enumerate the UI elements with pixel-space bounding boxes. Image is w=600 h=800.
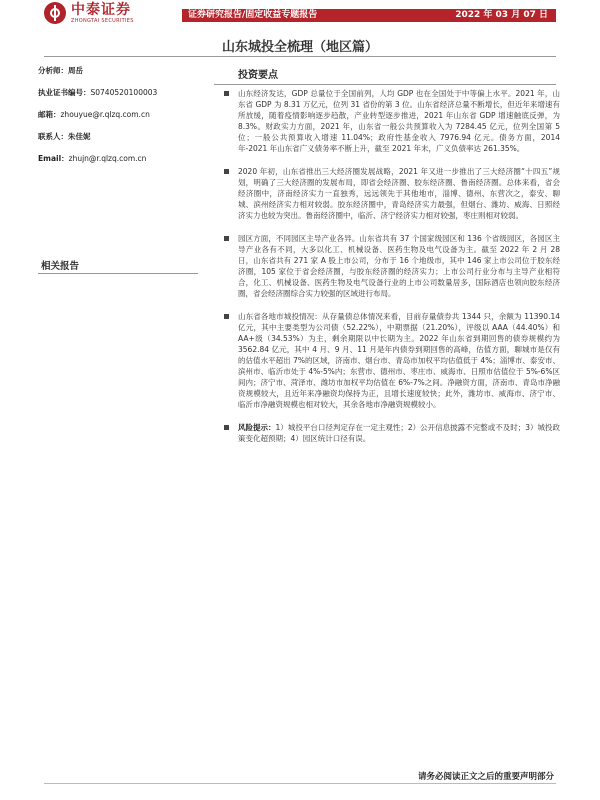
- page-header: [0, 0, 600, 26]
- key-point-paragraph: [224, 311, 560, 410]
- key-point-paragraph: [224, 166, 560, 221]
- key-points-heading: 投资要点: [238, 70, 278, 81]
- report-date: 2022 年 03 月 07 日: [455, 10, 548, 20]
- cert-row: [38, 86, 218, 100]
- key-point-paragraph: [224, 233, 560, 299]
- contact-row: [38, 130, 218, 144]
- title-divider: [44, 56, 556, 57]
- key-points-divider: [214, 84, 556, 85]
- key-point-text: 园区方面，不同园区主导产业各异。山东省共有 37 个国家级园区和 136 个省级园区，各园区主导产业各有不同，大多以化工、机械设备、医药生物及电气设备为主。截至 2022 年 2 月 28 日，山东省共有 271 家 A 股上市公司，分布于 16 个地级市，其中 146 家上市公司位于胶东经济圈，105 家位于省会经济圈，与胶东经济圈的经济实力；上市公司行业分布与主导产业相符合，化工、机械设备、医药生物及电气设备行业的上市公司数量居多，国际酒店也领向胶东经济圈，省会经济圈综合实力较强的区域进行布局。: [238, 234, 560, 298]
- risk-paragraph: [224, 422, 560, 444]
- contact-name: 朱佳妮: [68, 132, 91, 141]
- key-point-paragraph: [224, 88, 560, 154]
- square-bullet-icon: [224, 425, 229, 430]
- key-points-body: [224, 88, 560, 456]
- email-row: [38, 108, 218, 122]
- disclaimer-footer: 请务必阅读正文之后的重要声明部分: [417, 772, 554, 782]
- related-reports-divider: [38, 273, 198, 274]
- contact-email[interactable]: zhujn@r.qlzq.com.cn: [68, 154, 147, 163]
- contact-email-row: [38, 152, 218, 166]
- square-bullet-icon: [224, 314, 229, 319]
- logo-english-name: ZHONGTAI SECURITIES: [71, 17, 134, 24]
- cert-label: 执业证书编号：: [38, 88, 91, 97]
- footer-divider: [44, 783, 556, 784]
- risk-text: 1）城投平台口径判定存在一定主观性；2）公开信息披露不完整或不及时；3）城投政策变化超预期；4）园区统计口径有误。: [238, 423, 560, 443]
- analyst-label: 分析师：: [38, 66, 68, 75]
- header-bar: [182, 9, 556, 22]
- analyst-info: [38, 64, 218, 166]
- email-label: 邮箱：: [38, 110, 61, 119]
- company-logo: [44, 2, 134, 24]
- related-reports-heading: 相关报告: [41, 261, 80, 272]
- key-point-text: 2020 年初，山东省推出三大经济圈发展战略，2021 年又进一步推出了三大经济圈“十四五”规划，明确了三大经济圈的发展布局，即省会经济圈、胶东经济圈、鲁南经济圈。总体来看，省会经济圈中，济南经济实力一直独秀，远远领先于其他地市，淄博、德州、东营次之，泰安、聊城、滨州经济实力相对较弱。胶东经济圈中，青岛经济实力最强，但烟台、潍坊、威海、日照经济实力也较为突出。鲁南经济圈中，临沂、济宁经济实力相对较强，枣庄则相对较弱。: [238, 167, 560, 220]
- key-point-text: 山东省各地市城投情况：从存量债总体情况来看，目前存量债券共 1344 只，余额为 11390.14 亿元，其中主要类型为公司债（52.22%），中期票据（21.20%），评级以 AAA（44.40%）和 AA+级（34.53%）为主，剩余期限以中长期为主。2022 年山东省到期回售的债券规模约为 3562.84 亿元，其中 4 月、9 月、11 月是年内债券到期回售的高峰，估值方面，聊城市是仅有的估值水平超出 7%的区域，济南市、烟台市、青岛市加权平均估值低于 4%；淄博市、泰安市、滨州市、临沂市处于 4%-5%内；东营市、德州市、枣庄市、威海市、日照市估值位于 5%-6%区间内；济宁市、菏泽市、潍坊市加权平均估值在 6%-7%之间。净融资方面，济南市、青岛市净融资规模较大，且近年来净融资均保持为正，且增长速度较快；此外，潍坊市、威海市、济宁市、临沂市净融资规模也相对较大，其余各地市净融资规模较小。: [238, 312, 560, 409]
- analyst-email[interactable]: zhouyue@r.qlzq.com.cn: [60, 110, 150, 119]
- contact-label: 联系人：: [38, 132, 68, 141]
- square-bullet-icon: [224, 91, 229, 96]
- square-bullet-icon: [224, 236, 229, 241]
- key-point-text: 山东经济发达，GDP 总量位于全国前列，人均 GDP 也在全国处于中等偏上水平。2021 年，山东省 GDP 为 8.31 万亿元，位列 31 省份的第 3 位。山东省经济总量不断增长，但近年来增速有所放缓，随着疫情影响逐步趋散，产业转型逐步推进，2021 年山东省 GDP 增速触底反弹，为 8.3%。财政实力方面，2021 年，山东省一般公共预算收入为 7284.45 亿元，位列全国第 5 位；一般公共预算收入增速 11.04%；政府性基金收入 7976.94 亿元。债务方面，2014 年-2021 年山东省广义债务率不断上升，截至 2021 年末，广义负债率达 261.35%。: [238, 89, 560, 153]
- report-title: 山东城投全梳理（地区篇）: [221, 40, 378, 55]
- logo-icon: [44, 2, 66, 24]
- report-category: 证券研究报告/固定收益专题报告: [188, 10, 318, 20]
- key-points-header: [214, 66, 556, 84]
- cert-number: S0740520100003: [90, 88, 158, 97]
- related-reports-section: [38, 256, 198, 274]
- logo-chinese-name: 中泰证券: [71, 1, 131, 18]
- analyst-row: [38, 64, 218, 78]
- analyst-name: 周岳: [68, 66, 83, 75]
- contact-email-label: Email：: [38, 154, 69, 163]
- risk-label: 风险提示：: [238, 423, 276, 432]
- square-bullet-icon: [224, 169, 229, 174]
